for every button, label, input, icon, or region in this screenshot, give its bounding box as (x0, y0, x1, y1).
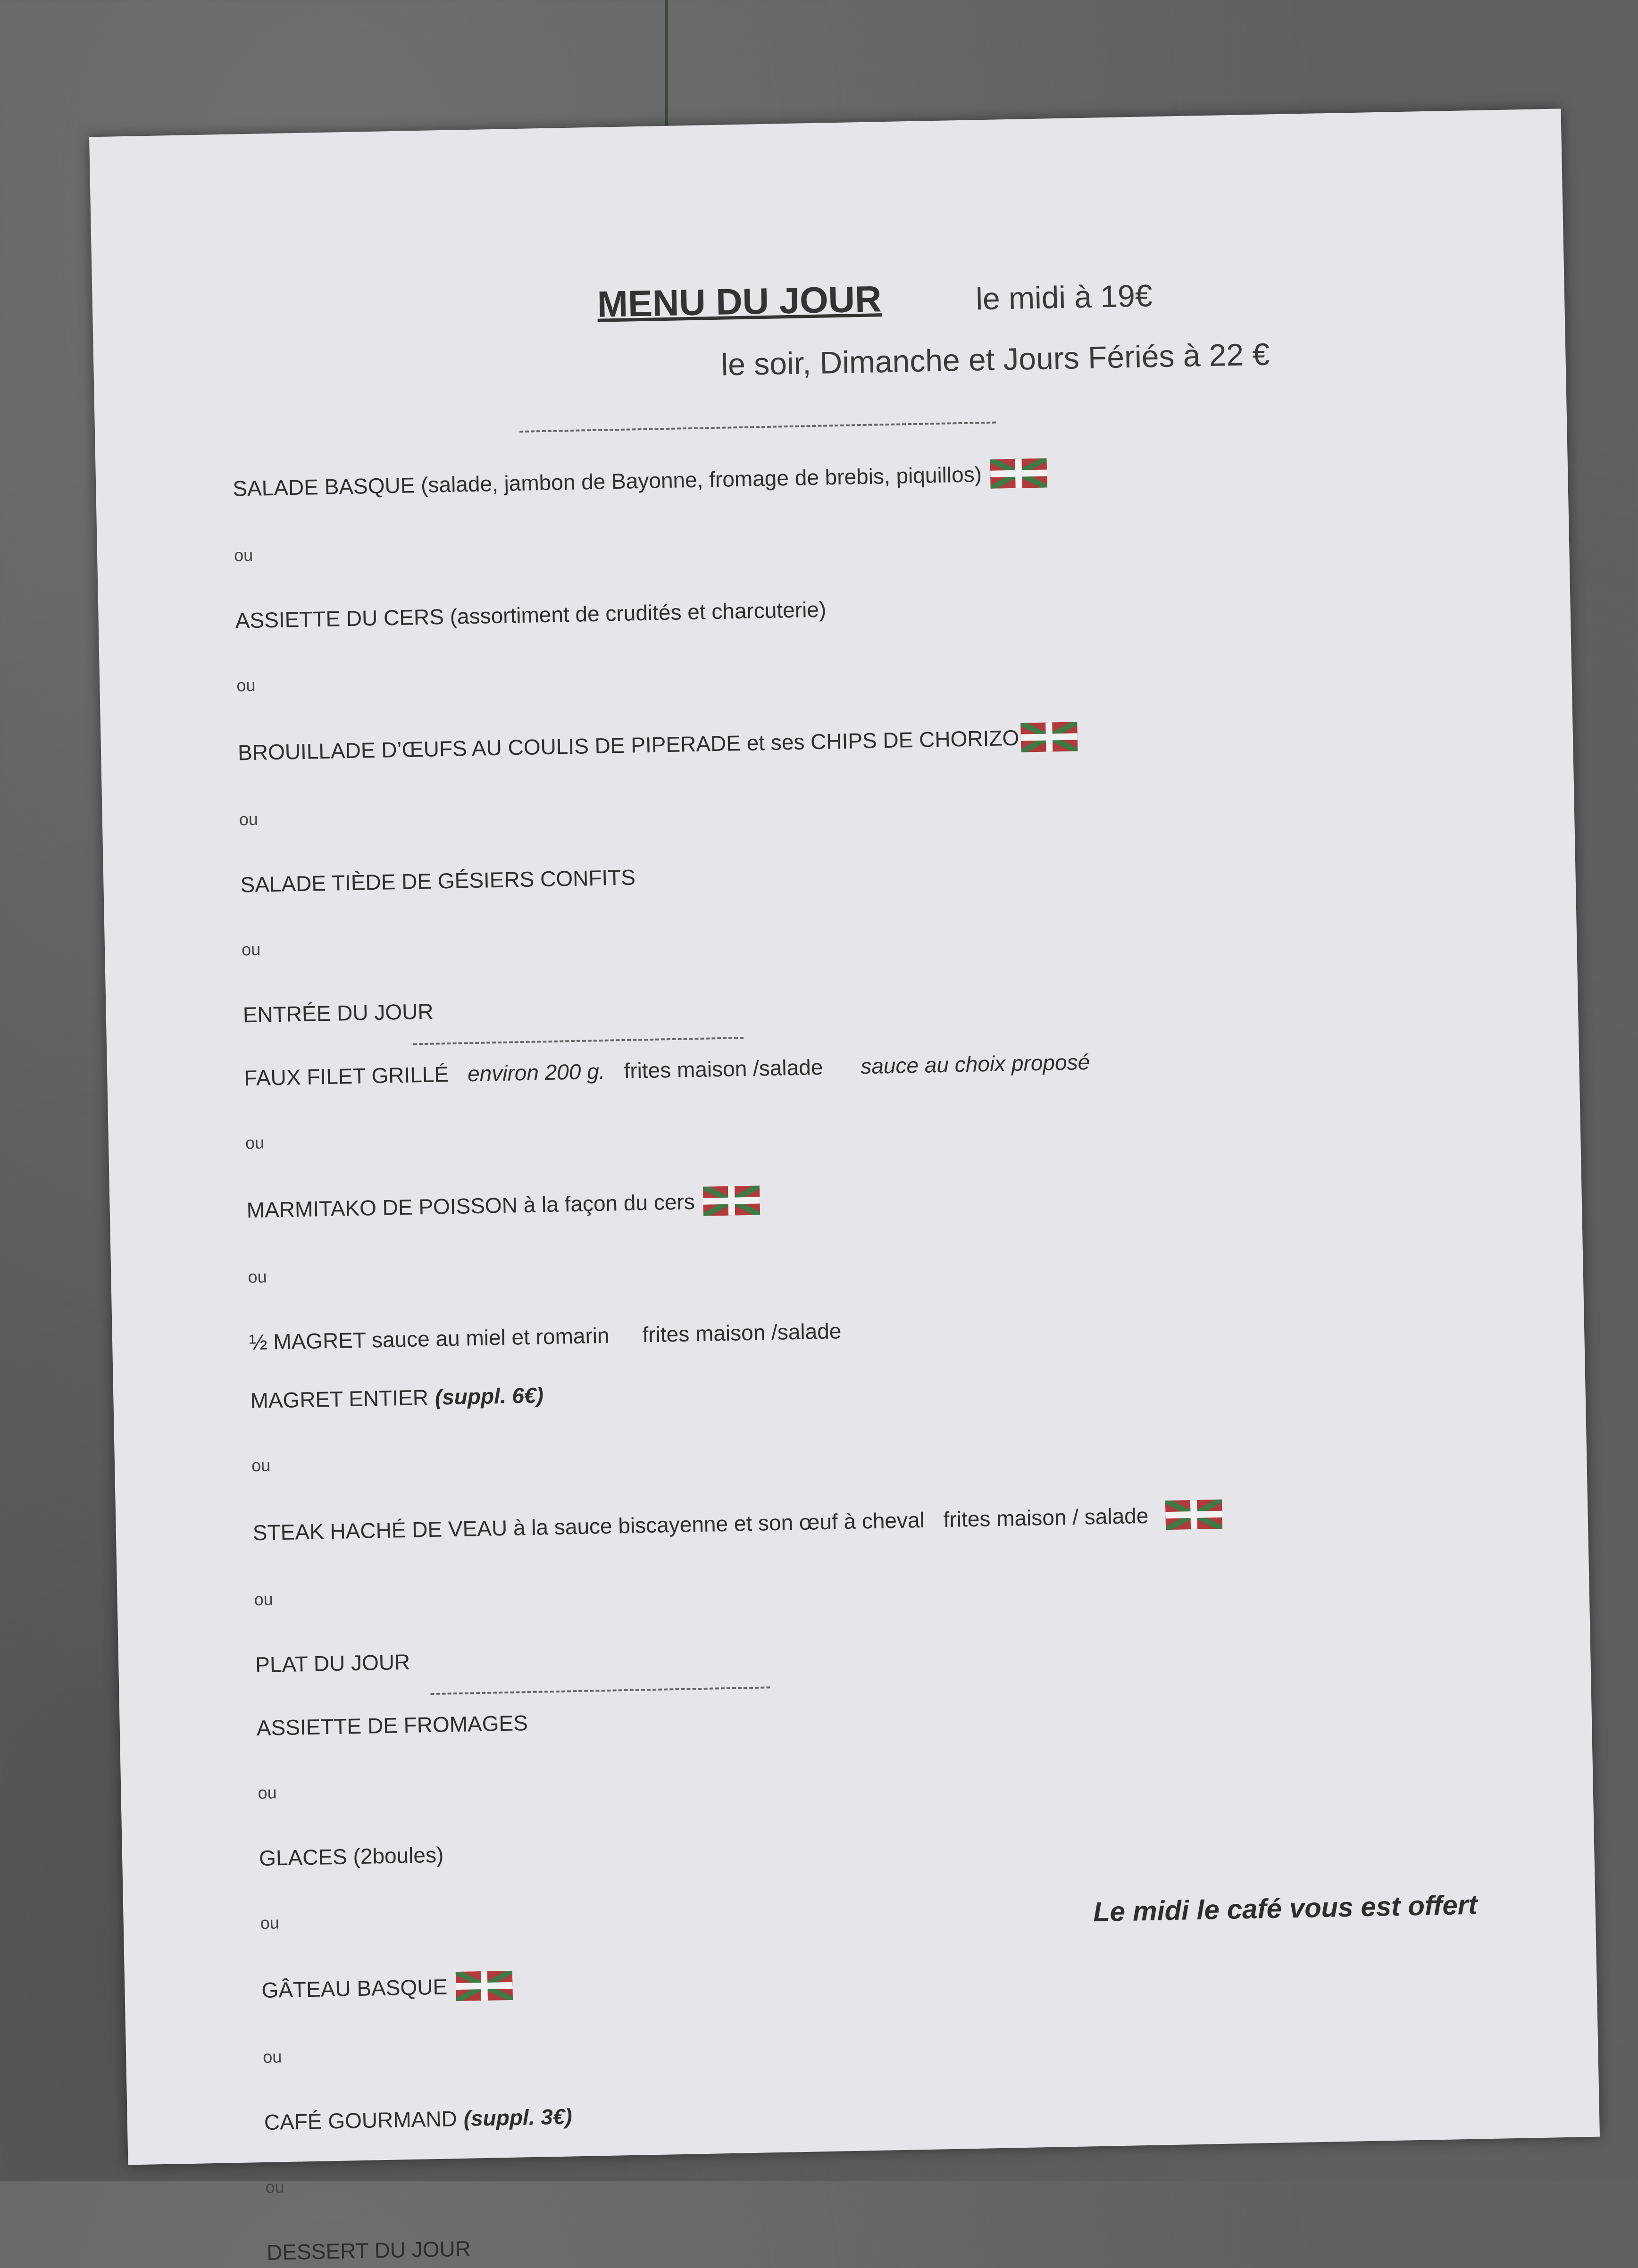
dessert-name: DESSERT DU JOUR (266, 2236, 471, 2265)
main-name: STEAK HACHÉ DE VEAU à la sauce biscayenne et son œuf à cheval (252, 1507, 925, 1545)
basque-flag-icon (703, 1185, 760, 1216)
or-separator: ou (265, 2177, 284, 2197)
basque-flag-icon (455, 1971, 512, 2001)
or-separator: ou (248, 1267, 267, 1287)
main-side: frites maison /salade (642, 1318, 842, 1347)
starter-name: ASSIETTE DU CERS (assortiment de crudités et charcuterie) (235, 597, 827, 633)
main-name: FAUX FILET GRILLÉ (243, 1062, 449, 1091)
main-side: frites maison /salade (624, 1054, 823, 1083)
basque-flag-icon (1021, 722, 1078, 752)
menu-items (233, 450, 1540, 2265)
main-weight: environ 200 g. (467, 1059, 606, 1086)
menu-sheet (89, 108, 1600, 2265)
or-separator: ou (262, 2047, 282, 2067)
evening-price: le soir, Dimanche et Jours Fériés à 22 € (720, 336, 1270, 382)
basque-flag-icon (1165, 1500, 1222, 1530)
dessert-name: ASSIETTE DE FROMAGES (256, 1710, 528, 1741)
section-divider (413, 1037, 744, 1045)
footer-note: Le midi le café vous est offert (1093, 1889, 1478, 1928)
or-separator: ou (239, 809, 259, 829)
or-separator: ou (254, 1589, 274, 1609)
dessert-name: GÂTEAU BASQUE (261, 1974, 448, 2003)
or-separator: ou (260, 1913, 280, 1933)
dessert-name: GLACES (2boules) (259, 1842, 444, 1871)
table-seam (665, 0, 668, 142)
or-separator: ou (245, 1133, 265, 1153)
or-separator: ou (251, 1455, 271, 1476)
dessert-supplement: (suppl. 3€) (463, 2104, 573, 2131)
lunch-price: le midi à 19€ (975, 278, 1153, 317)
main-name: ½ MAGRET sauce au miel et romarin (249, 1323, 610, 1355)
basque-flag-icon (990, 459, 1047, 489)
main-side: frites maison / salade (943, 1503, 1149, 1532)
or-separator: ou (241, 939, 261, 959)
starter-name: ENTRÉE DU JOUR (242, 999, 434, 1027)
header-divider (519, 422, 996, 433)
main-sauce: sauce au choix proposé (860, 1049, 1090, 1079)
menu-title: MENU DU JOUR (597, 278, 882, 325)
or-separator: ou (258, 1783, 277, 1803)
starter-name: SALADE BASQUE (salade, jambon de Bayonne, fromage de brebis, piquillos) (232, 462, 982, 501)
menu-header (597, 272, 1153, 326)
or-separator: ou (236, 675, 256, 695)
starter-name: SALADE TIÈDE DE GÉSIERS CONFITS (240, 865, 636, 897)
main-name: MARMITAKO DE POISSON à la façon du cers (246, 1189, 695, 1223)
or-separator: ou (234, 545, 253, 565)
main-supplement: (suppl. 6€) (435, 1383, 544, 1409)
main-name: PLAT DU JOUR (255, 1649, 410, 1677)
dessert-name: CAFÉ GOURMAND (264, 2106, 458, 2135)
section-divider (430, 1686, 770, 1695)
starter-name: BROUILLADE D’ŒUFS AU COULIS DE PIPERADE et ses CHIPS DE CHORIZO (237, 725, 1020, 765)
main-name: MAGRET ENTIER (250, 1385, 429, 1413)
